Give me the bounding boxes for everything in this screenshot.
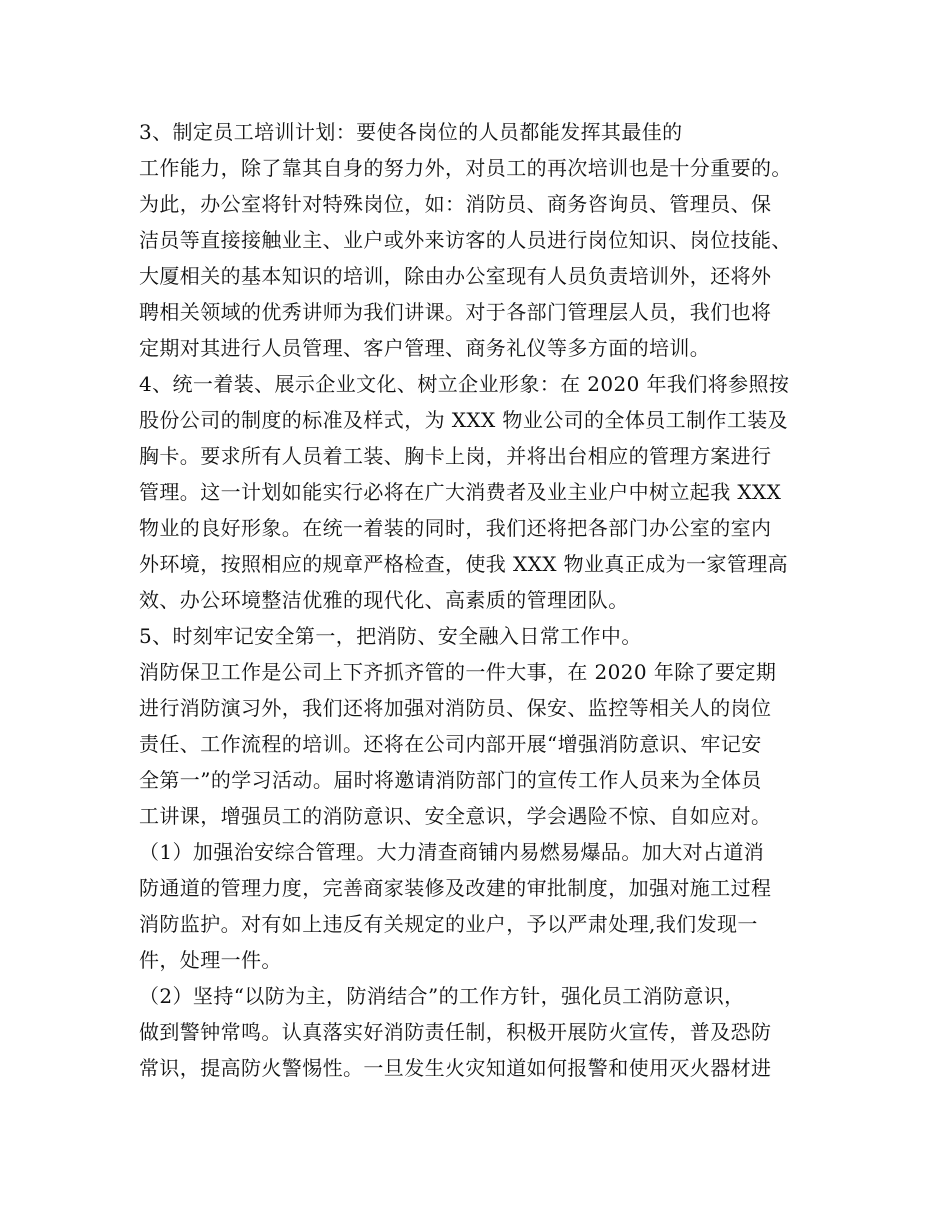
paragraph-5-heading: 5、时刻牢记安全第一，把消防、安全融入日常工作中。: [139, 624, 642, 648]
item-1-line: 防通道的管理力度，完善商家装修及改建的审批制度，加强对施工过程: [139, 876, 772, 900]
paragraph-3-line: 聘相关领域的优秀讲师为我们讲课。对于各部门管理层人员，我们也将: [139, 300, 772, 324]
item-1-line: 件，处理一件。: [139, 948, 282, 972]
paragraph-5-line: 进行消防演习外，我们还将加强对消防员、保安、监控等相关人的岗位: [139, 696, 772, 720]
paragraph-5-line: 消防保卫工作是公司上下齐抓齐管的一件大事，在 2020 年除了要定期: [139, 660, 777, 684]
paragraph-4-heading: 4、统一着装、展示企业文化、树立企业形象：在 2020 年我们将参照按: [139, 372, 790, 396]
item-2-line: （2）坚持“以防为主，防消结合”的工作方针，强化员工消防意识，: [139, 984, 745, 1008]
document-body: [139, 114, 839, 1086]
paragraph-3-line: 洁员等直接接触业主、业户或外来访客的人员进行岗位知识、岗位技能、: [139, 228, 792, 252]
paragraph-3-line: 为此，办公室将针对特殊岗位，如：消防员、商务咨询员、管理员、保: [139, 192, 772, 216]
paragraph-5-line: 责任、工作流程的培训。还将在公司内部开展“增强消防意识、牢记安: [139, 732, 762, 756]
item-2-line: 常识，提高防火警惕性。一旦发生火灾知道如何报警和使用灭火器材进: [139, 1056, 772, 1080]
paragraph-3-line: 大厦相关的基本知识的培训，除由办公室现有人员负责培训外，还将外: [139, 264, 772, 288]
paragraph-4-line: 管理。这一计划如能实行必将在广大消费者及业主业户中树立起我 XXX: [139, 480, 782, 504]
paragraph-4-line: 胸卡。要求所有人员着工装、胸卡上岗，并将出台相应的管理方案进行: [139, 444, 772, 468]
item-1-line: 消防监护。对有如上违反有关规定的业户，予以严肃处理,我们发现一: [139, 912, 758, 936]
item-2-line: 做到警钟常鸣。认真落实好消防责任制，积极开展防火宣传，普及恐防: [139, 1020, 772, 1044]
paragraph-5-line: 全第一”的学习活动。届时将邀请消防部门的宣传工作人员来为全体员: [139, 768, 762, 792]
paragraph-3-line: 工作能力，除了靠其自身的努力外，对员工的再次培训也是十分重要的。: [139, 156, 792, 180]
paragraph-4-line: 股份公司的制度的标准及样式，为 XXX 物业公司的全体员工制作工装及: [139, 408, 789, 432]
paragraph-4-line: 外环境，按照相应的规章严格检查，使我 XXX 物业真正成为一家管理高: [139, 552, 789, 576]
item-1-line: （1）加强治安综合管理。大力清查商铺内易燃易爆品。加大对占道消: [139, 840, 765, 864]
paragraph-5-line: 工讲课，增强员工的消防意识、安全意识，学会遇险不惊、自如应对。: [139, 804, 772, 828]
paragraph-4-line: 效、办公环境整洁优雅的现代化、高素质的管理团队。: [139, 588, 629, 612]
paragraph-4-line: 物业的良好形象。在统一着装的同时，我们还将把各部门办公室的室内: [139, 516, 772, 540]
paragraph-3-line: 定期对其进行人员管理、客户管理、商务礼仪等多方面的培训。: [139, 336, 711, 360]
paragraph-3-heading: 3、制定员工培训计划：要使各岗位的人员都能发挥其最佳的: [139, 120, 683, 144]
